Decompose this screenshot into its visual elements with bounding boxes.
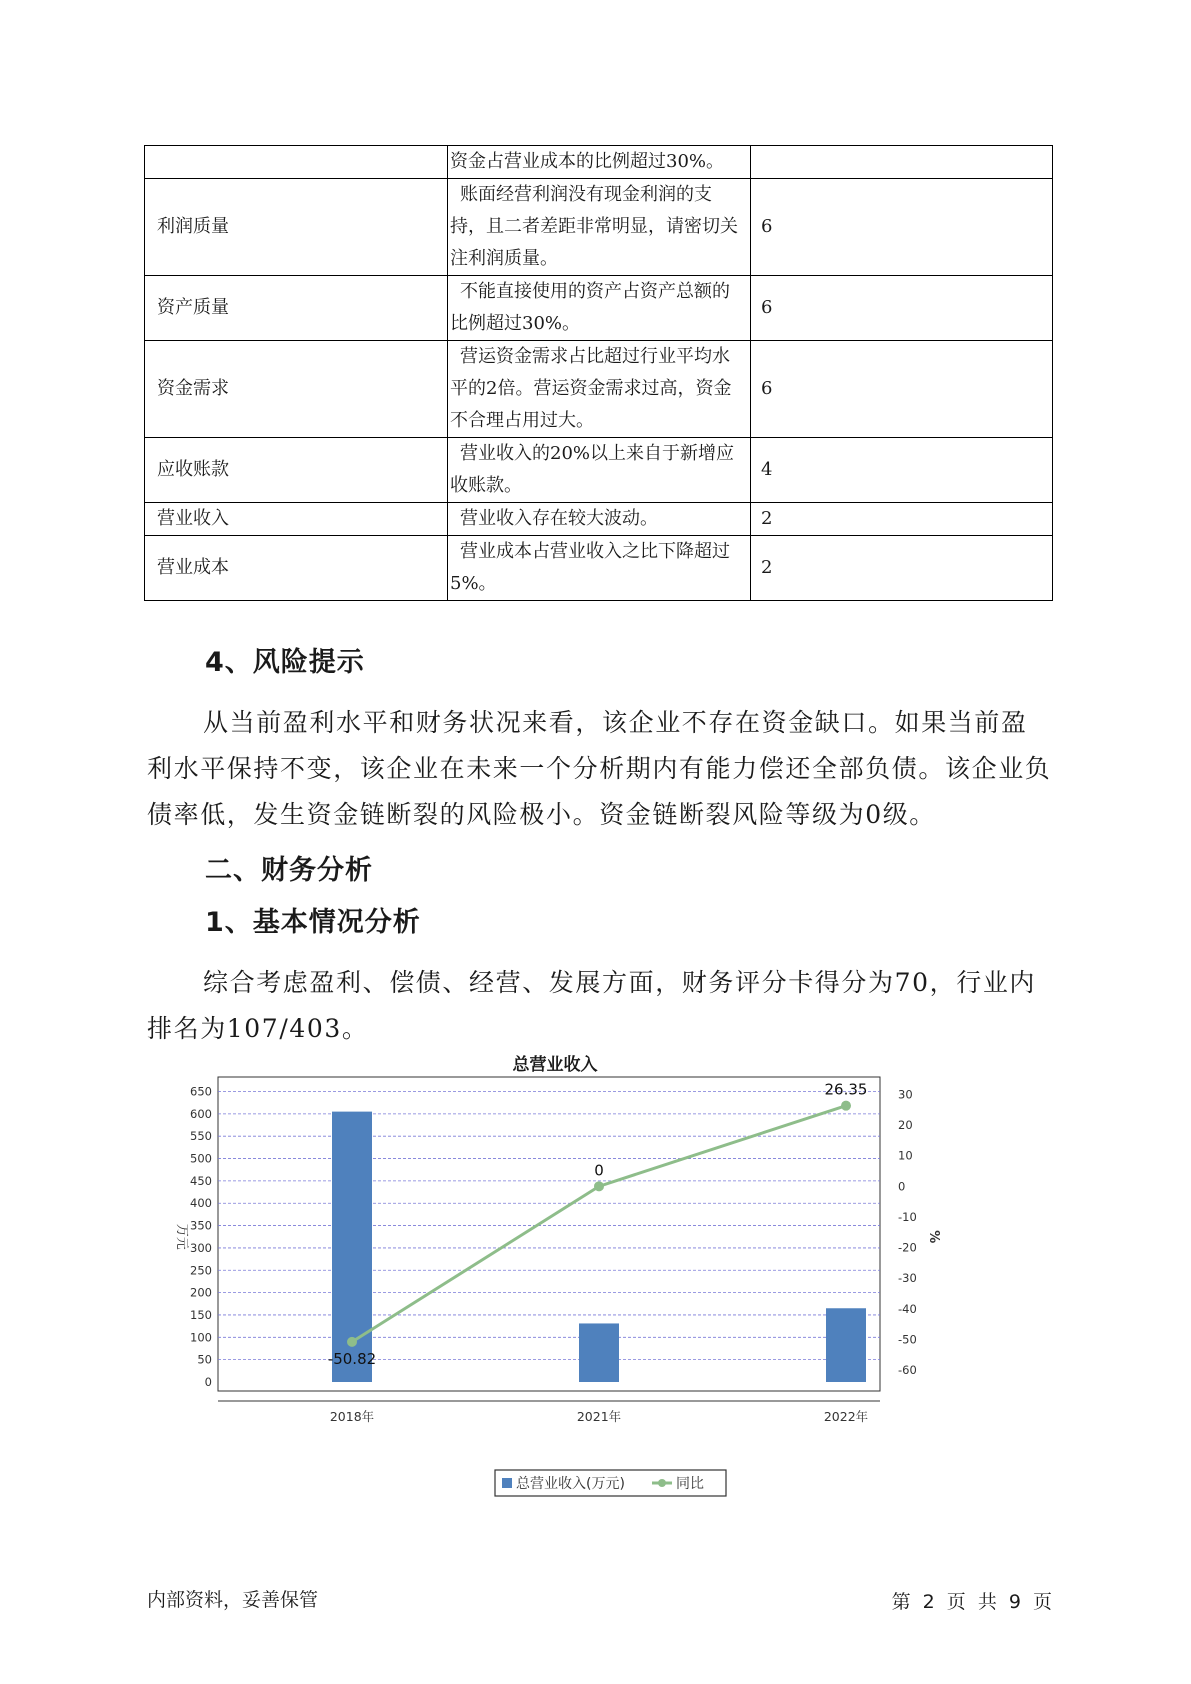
risk-item-score: 2 (751, 536, 1053, 601)
risk-item-description: 营运资金需求占比超过行业平均水平的2倍。营运资金需求过高，资金不合理占用过大。 (448, 341, 751, 438)
risk-table-row (145, 536, 1053, 601)
basic-analysis-heading: 1、基本情况分析 (205, 907, 421, 938)
risk-item-name: 资产质量 (145, 276, 448, 341)
yoy-point (841, 1101, 851, 1111)
risk-table-row (145, 438, 1053, 503)
y2-tick-label: 30 (898, 1087, 913, 1102)
revenue-bar (826, 1308, 866, 1382)
yoy-point (347, 1337, 357, 1347)
yoy-data-label: 26.35 (824, 1080, 868, 1099)
risk-item-score: 6 (751, 179, 1053, 276)
y2-tick-label: -10 (898, 1209, 917, 1224)
y-tick-label: 400 (190, 1196, 212, 1211)
y-tick-label: 450 (190, 1173, 212, 1188)
risk-item-description: 资金占营业成本的比例超过30%。 (448, 146, 751, 179)
yoy-data-label: -50.82 (327, 1349, 377, 1368)
y-tick-label: 600 (190, 1106, 212, 1121)
legend-line-marker (658, 1479, 666, 1487)
y-tick-label: 150 (190, 1307, 212, 1322)
risk-table-row (145, 179, 1053, 276)
risk-item-score (751, 146, 1053, 179)
risk-table-row (145, 503, 1053, 536)
risk-item-description: 营业收入存在较大波动。 (448, 503, 751, 536)
risk-item-name (145, 146, 448, 179)
risk-item-score: 4 (751, 438, 1053, 503)
footer-page-number: 第 2 页 共 9 页 (891, 1591, 1052, 1613)
y2-tick-label: -60 (898, 1363, 917, 1377)
risk-item-description: 营业成本占营业收入之比下降超过5%。 (448, 536, 751, 601)
y-tick-label: 300 (190, 1240, 212, 1255)
y-tick-label: 550 (190, 1129, 212, 1144)
y-axis-label: 万元 (174, 1223, 189, 1250)
y2-tick-label: -40 (898, 1301, 917, 1316)
chart-title: 总营业收入 (512, 1055, 598, 1075)
y2-tick-label: -20 (898, 1240, 917, 1255)
y-tick-label: 0 (204, 1375, 212, 1389)
revenue-bar (579, 1323, 619, 1382)
risk-item-name: 营业成本 (145, 536, 448, 601)
y-tick-label: 200 (190, 1285, 212, 1300)
legend-line-label: 同比 (676, 1476, 704, 1492)
risk-item-name: 资金需求 (145, 341, 448, 438)
risk-item-description: 不能直接使用的资产占资产总额的比例超过30%。 (448, 276, 751, 341)
x-tick-label: 2021年 (576, 1409, 622, 1424)
risk-indicator-table (144, 145, 1053, 601)
y2-tick-label: -30 (898, 1271, 917, 1286)
y2-tick-label: 10 (898, 1148, 913, 1163)
y2-tick-label: -50 (898, 1332, 917, 1347)
y-tick-label: 650 (190, 1084, 212, 1099)
y2-tick-label: 0 (898, 1179, 906, 1194)
risk-item-name: 营业收入 (145, 503, 448, 536)
y-tick-label: 350 (190, 1218, 212, 1233)
risk-table-row (145, 341, 1053, 438)
risk-item-score: 2 (751, 503, 1053, 536)
revenue-chart (170, 1055, 1050, 1540)
footer-confidential-note: 内部资料，妥善保管 (147, 1589, 319, 1611)
risk-table-row (145, 276, 1053, 341)
risk-item-name: 利润质量 (145, 179, 448, 276)
y-tick-label: 50 (197, 1352, 212, 1367)
risk-item-name: 应收账款 (145, 438, 448, 503)
x-tick-label: 2022年 (823, 1409, 869, 1424)
risk-item-description: 营业收入的20%以上来自于新增应收账款。 (448, 438, 751, 503)
risk-table-row (145, 146, 1053, 179)
risk-item-description: 账面经营利润没有现金利润的支持，且二者差距非常明显，请密切关注利润质量。 (448, 179, 751, 276)
y-tick-label: 100 (190, 1330, 212, 1345)
risk-section-paragraph: 从当前盈利水平和财务状况来看，该企业不存在资金缺口。如果当前盈利水平保持不变，该企业在未来一个分析期内有能力偿还全部负债。该企业负债率低，发生资金链断裂的风险极小。资金链断裂风险等级为0级。 (147, 708, 1052, 829)
basic-analysis-paragraph: 综合考虑盈利、偿债、经营、发展方面，财务评分卡得分为70，行业内排名为107/403。 (147, 968, 1037, 1043)
y-tick-label: 250 (190, 1263, 212, 1278)
y2-axis-label: % (926, 1230, 941, 1244)
x-tick-label: 2018年 (329, 1409, 375, 1424)
yoy-point (594, 1181, 604, 1191)
plot-area (218, 1077, 880, 1391)
y-tick-label: 500 (190, 1151, 212, 1166)
yoy-data-label: 0 (594, 1161, 604, 1180)
finance-section-heading: 二、财务分析 (205, 855, 373, 886)
legend-bar-label: 总营业收入(万元) (516, 1476, 625, 1492)
risk-item-score: 6 (751, 276, 1053, 341)
risk-section-heading: 4、风险提示 (205, 647, 365, 678)
legend-bar-swatch (502, 1478, 512, 1488)
risk-item-score: 6 (751, 341, 1053, 438)
y2-tick-label: 20 (898, 1118, 913, 1133)
